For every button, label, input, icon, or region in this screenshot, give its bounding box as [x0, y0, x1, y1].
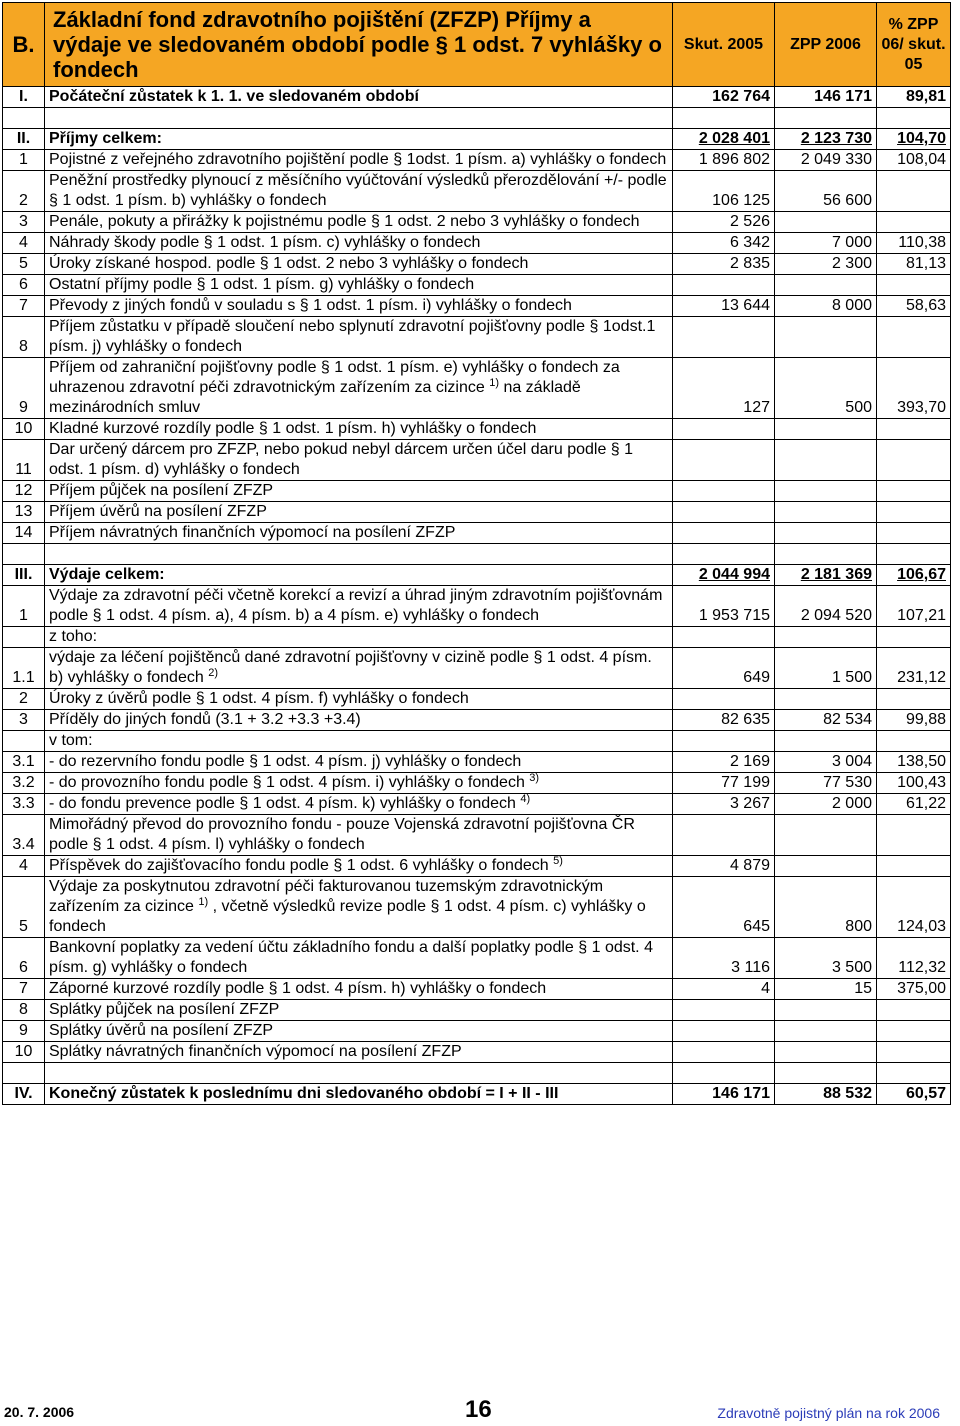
- value-plan-2006: 2 049 330: [775, 150, 877, 171]
- row-label-text: - do rezervního fondu podle § 1 odst. 4 písm. j) vyhlášky o fondech: [49, 753, 522, 770]
- value-plan-2006: [775, 815, 877, 856]
- row-number: 6: [3, 275, 45, 296]
- value-actual-2005: [673, 523, 775, 544]
- income-row: [3, 523, 951, 544]
- value-ratio: [877, 440, 951, 481]
- value-ratio: [877, 731, 951, 752]
- expense-row: [3, 710, 951, 731]
- row-label-text: - do provozního fondu podle § 1 odst. 4 písm. i) vyhlášky o fondech: [49, 774, 525, 791]
- row-label: [45, 1021, 673, 1042]
- value-ratio: [877, 419, 951, 440]
- value-ratio: 61,22: [877, 794, 951, 815]
- row-label: [45, 419, 673, 440]
- expense-row: [3, 815, 951, 856]
- row-label: [45, 502, 673, 523]
- row-label-text: v tom:: [49, 732, 93, 749]
- footnote-ref: 5): [553, 855, 563, 867]
- value-ratio: [877, 689, 951, 710]
- row-number: 4: [3, 856, 45, 877]
- row-label-text: Konečný zůstatek k poslednímu dni sledovaného období = I + II - III: [49, 1085, 559, 1102]
- header-row: [3, 3, 951, 87]
- value-actual-2005: 13 644: [673, 296, 775, 317]
- value-plan-2006: [775, 1042, 877, 1063]
- row-label: [45, 856, 673, 877]
- row-label: [45, 752, 673, 773]
- value-actual-2005: 2 028 401: [673, 129, 775, 150]
- row-label-text: Splátky půjček na posílení ZFZP: [49, 1001, 280, 1018]
- row-label-text: Příjem úvěrů na posílení ZFZP: [49, 503, 267, 520]
- value-plan-2006: [775, 1000, 877, 1021]
- row-number: 14: [3, 523, 45, 544]
- value-actual-2005: [673, 317, 775, 358]
- row-label-text: Náhrady škody podle § 1 odst. 1 písm. c) vyhlášky o fondech: [49, 234, 481, 251]
- value-plan-2006: 88 532: [775, 1084, 877, 1105]
- row-label: [45, 523, 673, 544]
- value-plan-2006: [775, 481, 877, 502]
- value-ratio: 110,38: [877, 233, 951, 254]
- value-ratio: 107,21: [877, 586, 951, 627]
- value-ratio: 106,67: [877, 565, 951, 586]
- value-plan-2006: [775, 419, 877, 440]
- value-plan-2006: [775, 317, 877, 358]
- value-actual-2005: 649: [673, 648, 775, 689]
- row-label: [45, 275, 673, 296]
- value-ratio: 104,70: [877, 129, 951, 150]
- expense-row: [3, 1042, 951, 1063]
- value-plan-2006: 2 000: [775, 794, 877, 815]
- value-actual-2005: 1 953 715: [673, 586, 775, 627]
- row-label-text: výdaje za léčení pojištěnců dané zdravotní pojišťovny v cizině podle § 1 odst. 4 písm. b) vyhlášky o fondech: [49, 649, 652, 686]
- value-plan-2006: [775, 1021, 877, 1042]
- value-actual-2005: [673, 440, 775, 481]
- row-label: [45, 233, 673, 254]
- expense-row: [3, 938, 951, 979]
- row-label: [45, 481, 673, 502]
- row-number: IV.: [3, 1084, 45, 1105]
- row-label: [45, 254, 673, 275]
- row-label: [45, 296, 673, 317]
- row-label-text: Příjem půjček na posílení ZFZP: [49, 482, 274, 499]
- row-label: [45, 979, 673, 1000]
- row-label-text: Příspěvek do zajišťovacího fondu podle § 1 odst. 6 vyhlášky o fondech: [49, 857, 549, 874]
- row-label: [45, 1042, 673, 1063]
- expense-row: [3, 979, 951, 1000]
- value-ratio: [877, 317, 951, 358]
- value-actual-2005: [673, 275, 775, 296]
- expense-row: [3, 856, 951, 877]
- value-plan-2006: 1 500: [775, 648, 877, 689]
- row-label-text: Příjem od zahraniční pojišťovny podle § 1 odst. 1 písm. e) vyhlášky o fondech za uhrazenou zdravotní péči zdravotnickým zařízením za cizince: [49, 359, 620, 396]
- expense-row: [3, 794, 951, 815]
- row-number: 2: [3, 689, 45, 710]
- expense-row: [3, 627, 951, 648]
- page-footer: [0, 1396, 948, 1426]
- value-actual-2005: 4 879: [673, 856, 775, 877]
- value-ratio: [877, 627, 951, 648]
- row-label: [45, 815, 673, 856]
- row-label-text: Penále, pokuty a přirážky k pojistnému podle § 1 odst. 2 nebo 3 vyhlášky o fondech: [49, 213, 640, 230]
- value-plan-2006: 2 300: [775, 254, 877, 275]
- row-label-text: Převody z jiných fondů v souladu s § 1 odst. 1 písm. i) vyhlášky o fondech: [49, 297, 572, 314]
- value-ratio: [877, 212, 951, 233]
- row-label-continuation: na základě mezinárodních smluv: [49, 379, 581, 416]
- row-number: 8: [3, 1000, 45, 1021]
- value-actual-2005: 1 896 802: [673, 150, 775, 171]
- row-label-text: Splátky úvěrů na posílení ZFZP: [49, 1022, 274, 1039]
- row-number: 7: [3, 296, 45, 317]
- value-actual-2005: 3 267: [673, 794, 775, 815]
- row-number: 3.2: [3, 773, 45, 794]
- row-label: [45, 1084, 673, 1105]
- row-label-text: Příděly do jiných fondů (3.1 + 3.2 +3.3 +3.4): [49, 711, 361, 728]
- row-number: 3.1: [3, 752, 45, 773]
- value-ratio: [877, 856, 951, 877]
- value-ratio: 58,63: [877, 296, 951, 317]
- value-actual-2005: [673, 1021, 775, 1042]
- value-actual-2005: 77 199: [673, 773, 775, 794]
- col-header-actual-2005: Skut. 2005: [673, 3, 775, 87]
- row-label: [45, 171, 673, 212]
- row-label: [45, 877, 673, 938]
- row-number: 1.1: [3, 648, 45, 689]
- row-label-text: Dar určený dárcem pro ZFZP, nebo pokud nebyl dárcem určen účel daru podle § 1 odst. 1 písm. d) vyhlášky o fondech: [49, 441, 634, 478]
- row-label: [45, 731, 673, 752]
- row-label-text: Splátky návratných finančních výpomocí na posílení ZFZP: [49, 1043, 462, 1060]
- value-actual-2005: [673, 1000, 775, 1021]
- expense-row: [3, 586, 951, 627]
- fund-table: [2, 2, 951, 1105]
- value-actual-2005: 4: [673, 979, 775, 1000]
- value-plan-2006: 146 171: [775, 87, 877, 108]
- row-number: 5: [3, 254, 45, 275]
- row-label-text: Výdaje za poskytnutou zdravotní péči fakturovanou tuzemským zdravotnickým zařízením za cizince: [49, 878, 604, 915]
- value-ratio: 81,13: [877, 254, 951, 275]
- spacer-row: [3, 544, 951, 565]
- value-plan-2006: 500: [775, 358, 877, 419]
- value-actual-2005: 2 169: [673, 752, 775, 773]
- row-label: [45, 129, 673, 150]
- row-label: [45, 773, 673, 794]
- row-label-text: Pojistné z veřejného zdravotního pojištění podle § 1odst. 1 písm. a) vyhlášky o fondech: [49, 151, 667, 168]
- row-number: [3, 731, 45, 752]
- row-label: [45, 648, 673, 689]
- value-actual-2005: 2 526: [673, 212, 775, 233]
- row-label-text: Výdaje celkem:: [49, 566, 165, 583]
- value-actual-2005: [673, 815, 775, 856]
- fund-table-sheet: [2, 2, 950, 1105]
- row-label: [45, 317, 673, 358]
- value-plan-2006: [775, 856, 877, 877]
- row-label-text: Příjem návratných finančních výpomocí na posílení ZFZP: [49, 524, 456, 541]
- row-label-text: Ostatní příjmy podle § 1 odst. 1 písm. g) vyhlášky o fondech: [49, 276, 475, 293]
- footnote-ref: 1): [489, 377, 499, 389]
- row-opening-balance: [3, 87, 951, 108]
- row-number: 5: [3, 877, 45, 938]
- value-plan-2006: 7 000: [775, 233, 877, 254]
- income-row: [3, 212, 951, 233]
- value-plan-2006: [775, 731, 877, 752]
- row-label-text: Kladné kurzové rozdíly podle § 1 odst. 1 písm. h) vyhlášky o fondech: [49, 420, 537, 437]
- value-ratio: 124,03: [877, 877, 951, 938]
- value-actual-2005: 82 635: [673, 710, 775, 731]
- row-number: 1: [3, 586, 45, 627]
- row-label-continuation: , včetně výsledků revize podle § 1 odst. 4 písm. c) vyhlášky o fondech: [49, 898, 646, 935]
- row-number: 9: [3, 358, 45, 419]
- footnote-ref: 3): [529, 772, 540, 784]
- value-ratio: [877, 275, 951, 296]
- value-actual-2005: [673, 627, 775, 648]
- income-row: [3, 254, 951, 275]
- value-plan-2006: 3 004: [775, 752, 877, 773]
- row-number: 10: [3, 1042, 45, 1063]
- value-plan-2006: [775, 523, 877, 544]
- footer-page-number: 16: [465, 1396, 492, 1423]
- col-header-ratio: % ZPP 06/ skut. 05: [877, 3, 951, 87]
- section-letter: B.: [3, 3, 45, 87]
- income-row: [3, 502, 951, 523]
- income-row: [3, 481, 951, 502]
- row-label: [45, 440, 673, 481]
- row-label-text: - do fondu prevence podle § 1 odst. 4 písm. k) vyhlášky o fondech: [49, 795, 516, 812]
- income-row: [3, 358, 951, 419]
- value-plan-2006: [775, 502, 877, 523]
- footnote-ref: 1): [198, 896, 209, 908]
- col-header-plan-2006: ZPP 2006: [775, 3, 877, 87]
- row-number: 8: [3, 317, 45, 358]
- value-plan-2006: 77 530: [775, 773, 877, 794]
- value-ratio: [877, 481, 951, 502]
- row-label-text: Mimořádný převod do provozního fondu - pouze Vojenská zdravotní pojišťovna ČR podle § 1 odst. 4 písm. l) vyhlášky o fondech: [49, 816, 635, 853]
- footnote-ref: 4): [520, 793, 531, 805]
- value-ratio: [877, 171, 951, 212]
- footnote-ref: 2): [208, 667, 218, 679]
- value-ratio: [877, 502, 951, 523]
- value-plan-2006: [775, 627, 877, 648]
- value-actual-2005: 127: [673, 358, 775, 419]
- value-actual-2005: [673, 502, 775, 523]
- row-label: [45, 1000, 673, 1021]
- spacer-row: [3, 1063, 951, 1084]
- income-row: [3, 275, 951, 296]
- value-actual-2005: [673, 481, 775, 502]
- expense-row: [3, 773, 951, 794]
- value-ratio: [877, 1042, 951, 1063]
- value-ratio: 100,43: [877, 773, 951, 794]
- row-label: [45, 358, 673, 419]
- value-ratio: 89,81: [877, 87, 951, 108]
- row-label-text: Záporné kurzové rozdíly podle § 1 odst. 4 písm. h) vyhlášky o fondech: [49, 980, 547, 997]
- row-label: [45, 627, 673, 648]
- row-number: 1: [3, 150, 45, 171]
- row-number: 3.3: [3, 794, 45, 815]
- row-label-text: Výdaje za zdravotní péči včetně korekcí a revizí a úhrad jiným zdravotním pojišťovnám podle § 1 odst. 4 písm. a), 4 písm. b) a 4 písm. e) vyhlášky o fondech: [49, 587, 663, 624]
- value-ratio: 375,00: [877, 979, 951, 1000]
- value-ratio: 99,88: [877, 710, 951, 731]
- income-row: [3, 171, 951, 212]
- row-label: [45, 212, 673, 233]
- value-plan-2006: 56 600: [775, 171, 877, 212]
- value-ratio: 393,70: [877, 358, 951, 419]
- row-number: 10: [3, 419, 45, 440]
- value-ratio: [877, 523, 951, 544]
- footer-plan-title: Zdravotně pojistný plán na rok 2006: [717, 1405, 940, 1421]
- row-label-text: Úroky získané hospod. podle § 1 odst. 2 nebo 3 vyhlášky o fondech: [49, 255, 529, 272]
- row-number: 12: [3, 481, 45, 502]
- row-number: II.: [3, 129, 45, 150]
- value-actual-2005: [673, 689, 775, 710]
- value-actual-2005: 645: [673, 877, 775, 938]
- row-number: III.: [3, 565, 45, 586]
- footer-date: 20. 7. 2006: [4, 1404, 75, 1420]
- row-number: 3: [3, 212, 45, 233]
- row-number: 2: [3, 171, 45, 212]
- value-plan-2006: [775, 212, 877, 233]
- value-plan-2006: 3 500: [775, 938, 877, 979]
- expense-row: [3, 752, 951, 773]
- value-plan-2006: 15: [775, 979, 877, 1000]
- page-title: Základní fond zdravotního pojištění (ZFZP) Příjmy a výdaje ve sledovaném období podle § 1 odst. 7 vyhlášky o fondech: [45, 3, 673, 87]
- value-actual-2005: [673, 419, 775, 440]
- value-plan-2006: 2 123 730: [775, 129, 877, 150]
- value-ratio: [877, 815, 951, 856]
- value-plan-2006: 8 000: [775, 296, 877, 317]
- value-ratio: [877, 1021, 951, 1042]
- value-actual-2005: 2 835: [673, 254, 775, 275]
- row-label-text: Počáteční zůstatek k 1. 1. ve sledovaném období: [49, 88, 419, 105]
- value-ratio: 60,57: [877, 1084, 951, 1105]
- row-label-text: z toho:: [49, 628, 98, 645]
- row-number: 4: [3, 233, 45, 254]
- value-plan-2006: 2 181 369: [775, 565, 877, 586]
- row-number: 11: [3, 440, 45, 481]
- income-row: [3, 440, 951, 481]
- value-ratio: [877, 1000, 951, 1021]
- row-label: [45, 586, 673, 627]
- value-actual-2005: 6 342: [673, 233, 775, 254]
- row-label: [45, 565, 673, 586]
- value-actual-2005: 146 171: [673, 1084, 775, 1105]
- expense-row: [3, 689, 951, 710]
- value-ratio: 112,32: [877, 938, 951, 979]
- row-number: I.: [3, 87, 45, 108]
- income-row: [3, 233, 951, 254]
- expense-row: [3, 877, 951, 938]
- value-plan-2006: 800: [775, 877, 877, 938]
- row-number: 13: [3, 502, 45, 523]
- row-label: [45, 689, 673, 710]
- value-plan-2006: 2 094 520: [775, 586, 877, 627]
- row-closing-balance: [3, 1084, 951, 1105]
- expense-row: [3, 648, 951, 689]
- income-row: [3, 150, 951, 171]
- row-number: 3: [3, 710, 45, 731]
- value-ratio: 231,12: [877, 648, 951, 689]
- value-plan-2006: 82 534: [775, 710, 877, 731]
- row-label-text: Peněžní prostředky plynoucí z měsíčního vyúčtování výsledků přerozdělování +/- podle § 1 odst. 1 písm. b) vyhlášky o fondech: [49, 172, 667, 209]
- value-actual-2005: 106 125: [673, 171, 775, 212]
- income-row: [3, 317, 951, 358]
- value-plan-2006: [775, 689, 877, 710]
- row-label-text: Bankovní poplatky za vedení účtu základního fondu a další poplatky podle § 1 odst. 4 písm. g) vyhlášky o fondech: [49, 939, 653, 976]
- value-plan-2006: [775, 440, 877, 481]
- value-actual-2005: 3 116: [673, 938, 775, 979]
- value-actual-2005: 2 044 994: [673, 565, 775, 586]
- row-number: 6: [3, 938, 45, 979]
- row-number: 7: [3, 979, 45, 1000]
- expense-row: [3, 1021, 951, 1042]
- income-row: [3, 419, 951, 440]
- expense-row: [3, 731, 951, 752]
- row-number: [3, 627, 45, 648]
- value-ratio: 138,50: [877, 752, 951, 773]
- row-label: [45, 938, 673, 979]
- value-actual-2005: [673, 731, 775, 752]
- row-number: 9: [3, 1021, 45, 1042]
- row-label: [45, 87, 673, 108]
- expense-row: [3, 1000, 951, 1021]
- row-label: [45, 150, 673, 171]
- value-actual-2005: [673, 1042, 775, 1063]
- row-expenses-total: [3, 565, 951, 586]
- value-ratio: 108,04: [877, 150, 951, 171]
- row-label: [45, 710, 673, 731]
- row-number: 3.4: [3, 815, 45, 856]
- value-actual-2005: 162 764: [673, 87, 775, 108]
- income-row: [3, 296, 951, 317]
- value-plan-2006: [775, 275, 877, 296]
- row-label-text: Příjem zůstatku v případě sloučení nebo splynutí zdravotní pojišťovny podle § 1odst.1 písm. j) vyhlášky o fondech: [49, 318, 656, 355]
- row-label: [45, 794, 673, 815]
- row-label-text: Úroky z úvěrů podle § 1 odst. 4 písm. f) vyhlášky o fondech: [49, 690, 469, 707]
- row-income-total: [3, 129, 951, 150]
- spacer-row: [3, 108, 951, 129]
- row-label-text: Příjmy celkem:: [49, 130, 162, 147]
